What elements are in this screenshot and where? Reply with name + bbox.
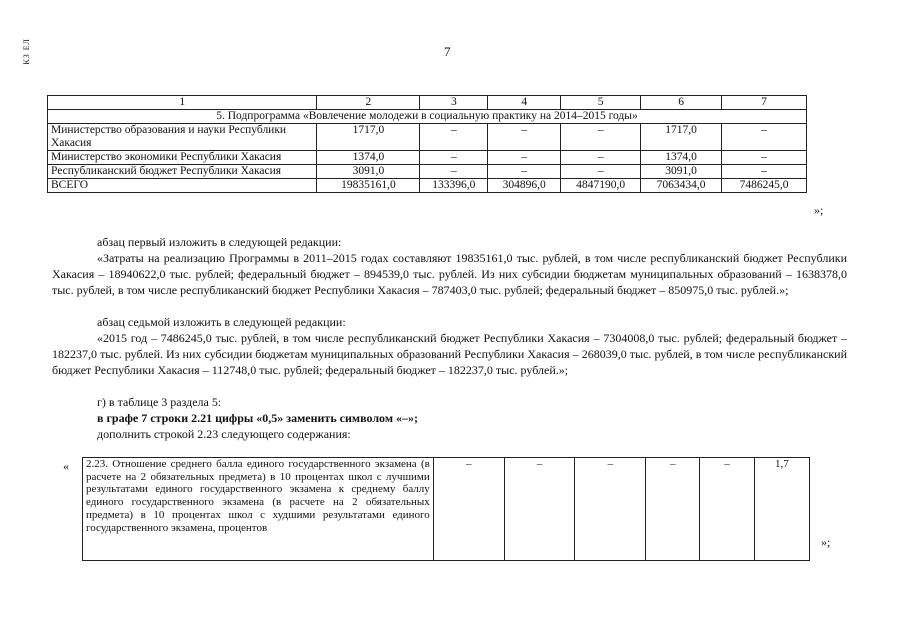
section-title-row <box>48 110 807 124</box>
row-value: – <box>700 458 754 561</box>
paragraph: «2015 год – 7486245,0 тыс. рублей, в том числе республиканский бюджет Республики Хакасия – 7304008,0 тыс. рублей; федеральный бюджет – 182237,0 тыс. рублей. Из них субсидии бюджетам муниципальных образований Республики Хакасия – 268039,0 тыс. рублей, в том числе республиканский бюджет Республики Хакасия – 112748,0 тыс. рублей; федеральный бюджет – 182237,0 тыс. рублей.»; <box>52 331 847 377</box>
table-closing-mark: »; <box>821 535 831 549</box>
row-value: 1,7 <box>754 458 809 561</box>
table-row <box>83 458 810 561</box>
paragraph: в графе 7 строки 2.21 цифры «0,5» заменить символом «–»; <box>97 411 418 425</box>
row-value: – <box>488 124 561 151</box>
row-value: 133396,0 <box>420 179 488 193</box>
row-value: – <box>504 458 575 561</box>
row-value: 7063434,0 <box>641 179 722 193</box>
page-number: 7 <box>444 44 451 59</box>
table-row <box>48 124 807 151</box>
row-value: 3091,0 <box>641 165 722 179</box>
table-closing-mark: »; <box>814 203 824 217</box>
row-name: ВСЕГО <box>48 179 317 193</box>
header-cell: 3 <box>420 96 488 110</box>
row-value: – <box>561 165 641 179</box>
row-name: Министерство экономики Республики Хакасия <box>48 151 317 165</box>
row-value: 4847190,0 <box>561 179 641 193</box>
paragraph: абзац седьмой изложить в следующей редакции: <box>97 315 346 329</box>
row-value: – <box>575 458 646 561</box>
open-quote: « <box>63 459 69 473</box>
row-value: – <box>722 165 807 179</box>
row-value: – <box>646 458 700 561</box>
side-margin-label: КЗ ЕЛ <box>22 38 31 65</box>
row-value: – <box>722 151 807 165</box>
row-name: Республиканский бюджет Республики Хакасия <box>48 165 317 179</box>
paragraph: г) в таблице 3 раздела 5: <box>97 395 222 409</box>
row-value: – <box>488 151 561 165</box>
row-value: 304896,0 <box>488 179 561 193</box>
row-value: 1374,0 <box>317 151 420 165</box>
row-value: – <box>420 165 488 179</box>
row-name: Министерство образования и науки Республики Хакасия <box>48 124 317 151</box>
header-cell: 2 <box>317 96 420 110</box>
header-cell: 7 <box>722 96 807 110</box>
row-value: – <box>420 151 488 165</box>
row-value: 3091,0 <box>317 165 420 179</box>
header-cell: 4 <box>488 96 561 110</box>
table-total-row <box>48 179 807 193</box>
row-value: – <box>722 124 807 151</box>
row-value: – <box>420 124 488 151</box>
header-cell: 6 <box>641 96 722 110</box>
row-value: – <box>561 151 641 165</box>
row-value: 1374,0 <box>641 151 722 165</box>
indicator-name: 2.23. Отношение среднего балла единого государственного экзамена (в расчете на 2 обязательных предмета) в 10 процентах школ с лучшими результатами единого государственного экзамена к среднему баллу единого государственного экзамена (в расчете на 2 обязательных предмета) в 10 процентах школ с худшими результатами единого государственного экзамена, процентов <box>83 458 434 561</box>
paragraph: абзац первый изложить в следующей редакции: <box>97 235 342 249</box>
section-title: 5. Подпрограмма «Вовлечение молодежи в социальную практику на 2014–2015 годы» <box>48 110 807 124</box>
paragraph: дополнить строкой 2.23 следующего содержания: <box>97 427 351 441</box>
row-value: 1717,0 <box>641 124 722 151</box>
row-value: – <box>433 458 504 561</box>
row-value: 1717,0 <box>317 124 420 151</box>
header-cell: 5 <box>561 96 641 110</box>
table-header-row <box>48 96 807 110</box>
paragraph: «Затраты на реализацию Программы в 2011–2015 годах составляют 19835161,0 тыс. рублей, в том числе республиканский бюджет Республики Хакасия – 18940622,0 тыс. рублей; федеральный бюджет – 894539,0 тыс. рублей. Из них субсидии бюджетам муниципальных образований – 1638378,0 тыс. рублей, в том числе республиканский бюджет Республики Хакасия – 787403,0 тыс. рублей; федеральный бюджет – 850975,0 тыс. рублей.»; <box>52 251 847 297</box>
row-value: 7486245,0 <box>722 179 807 193</box>
header-cell: 1 <box>48 96 317 110</box>
table-row <box>48 151 807 165</box>
table-row <box>48 165 807 179</box>
indicator-table <box>82 457 810 561</box>
row-value: – <box>561 124 641 151</box>
row-value: 19835161,0 <box>317 179 420 193</box>
row-value: – <box>488 165 561 179</box>
budget-table <box>47 95 807 193</box>
